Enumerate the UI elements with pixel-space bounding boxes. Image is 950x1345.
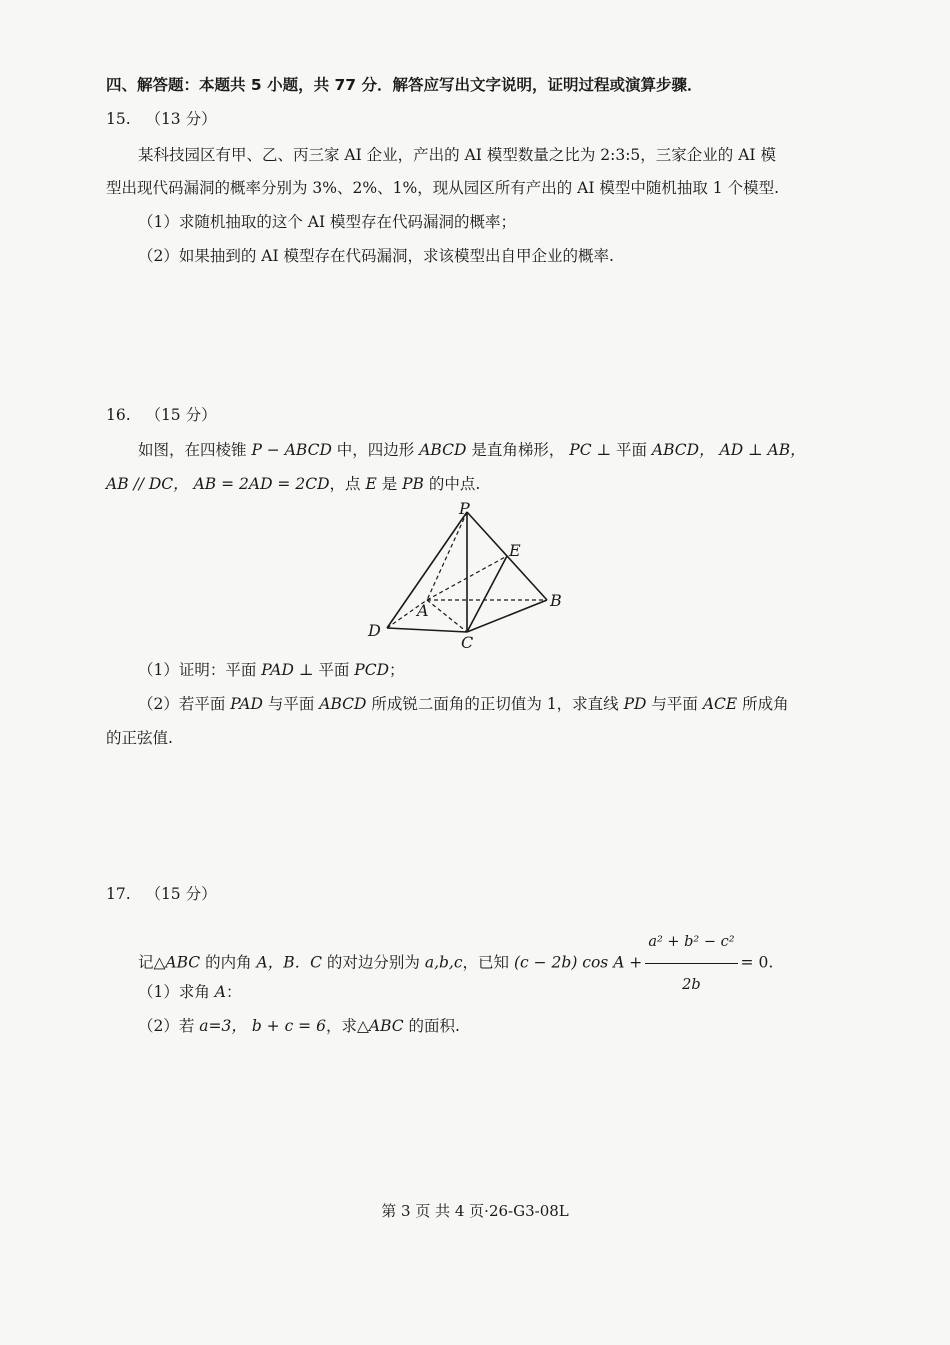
q16-text: 如图，在四棱锥 xyxy=(138,441,252,459)
q16-part2-line1 xyxy=(138,694,789,714)
q17-text: ： xyxy=(226,983,242,1001)
q16-math-pb: PB xyxy=(402,475,424,493)
q16-stem-line2 xyxy=(106,474,480,494)
q15-heading xyxy=(106,109,217,129)
pyramid-figure xyxy=(355,500,585,650)
q17-text: （2）若 xyxy=(138,1017,200,1035)
label-c: C xyxy=(461,633,474,650)
label-p: P xyxy=(459,500,470,518)
q17-math-abc: ABC xyxy=(165,953,201,972)
q17-math-equals-zero: = 0. xyxy=(740,953,774,972)
q15-score: （13 分） xyxy=(145,110,217,128)
q16-text: 是直角梯形， xyxy=(466,441,570,459)
q17-text: 的面积. xyxy=(403,1017,460,1035)
q17-heading xyxy=(106,884,217,904)
q17-part2 xyxy=(138,1016,460,1036)
q16-part2-line2: 的正弦值. xyxy=(106,729,173,747)
edge-ac-hidden xyxy=(427,600,467,632)
q16-math-conditions: AB // DC， AB = 2AD = 2CD xyxy=(106,475,330,493)
q16-math-ace: ACE xyxy=(702,695,738,713)
q16-text: 与平面 xyxy=(262,695,320,713)
q16-part1 xyxy=(138,660,405,680)
q16-text: ； xyxy=(389,661,405,679)
q16-math-abcd-ad-ab: ABCD， AD ⊥ AB， xyxy=(651,441,806,459)
q16-text: 平面 xyxy=(313,661,355,679)
label-a: A xyxy=(417,601,429,620)
fraction-numerator: a² + b² − c² xyxy=(645,922,737,964)
q15-number: 15. xyxy=(106,110,131,128)
edge-pa-hidden xyxy=(427,512,467,600)
q15-part2: （2）如果抽到的 AI 模型存在代码漏洞，求该模型出自甲企业的概率. xyxy=(138,247,614,265)
label-b: B xyxy=(550,591,562,610)
q16-math-e: E xyxy=(365,475,377,493)
q16-heading xyxy=(106,405,217,425)
q15-part1: （1）求随机抽取的这个 AI 模型存在代码漏洞的概率； xyxy=(138,213,517,231)
q17-text: （1）求角 xyxy=(138,983,215,1001)
edge-dc xyxy=(387,628,467,632)
q16-math-abcd: ABCD xyxy=(419,441,467,459)
edge-ce xyxy=(467,556,507,632)
q16-math-abcd: ABCD xyxy=(319,695,367,713)
q17-text: ，已知 xyxy=(462,953,514,972)
section-header: 四、解答题：本题共 5 小题，共 77 分．解答应写出文字说明，证明过程或演算步骤． xyxy=(106,76,703,94)
q16-math-pad: PAD xyxy=(230,695,263,713)
fraction-denominator: 2b xyxy=(682,977,701,993)
label-e: E xyxy=(509,541,521,560)
q16-score: （15 分） xyxy=(145,406,217,424)
label-d: D xyxy=(368,621,381,640)
q16-text: 是 xyxy=(376,475,403,493)
q17-text: 记△ xyxy=(138,953,166,972)
q15-stem-line1: 某科技园区有甲、乙、丙三家 AI 企业，产出的 AI 模型数量之比为 2:3:5，三家企业的 AI 模 xyxy=(138,146,776,164)
q16-text: （2）若平面 xyxy=(138,695,231,713)
q17-text: ，求△ xyxy=(325,1017,369,1035)
q16-math-pc-perp: PC ⊥ xyxy=(569,441,612,459)
q16-text: （1）证明：平面 xyxy=(138,661,262,679)
q17-math-sides: a,b,c xyxy=(424,953,463,972)
q16-text: 中，四边形 xyxy=(331,441,420,459)
edge-cb xyxy=(467,600,547,632)
q16-math-pd: PD xyxy=(623,695,647,713)
q17-score: （15 分） xyxy=(145,885,217,903)
page-footer: 第 3 页 共 4 页·26-G3-08L xyxy=(381,1202,569,1220)
q17-math-given: a=3， b + c = 6 xyxy=(199,1017,326,1035)
q17-text: 的对边分别为 xyxy=(321,953,425,972)
q16-math-pyramid: P − ABCD xyxy=(251,441,332,459)
q17-number: 17. xyxy=(106,885,131,903)
q17-math-abc: ABC xyxy=(368,1017,404,1035)
q17-math-a: A xyxy=(214,983,226,1001)
q16-text: 平面 xyxy=(611,441,652,459)
q16-stem-line1 xyxy=(138,440,806,460)
q17-text: 的内角 xyxy=(200,953,257,972)
q16-number: 16. xyxy=(106,406,131,424)
q17-fraction xyxy=(645,922,737,1005)
q17-part1 xyxy=(138,982,242,1002)
q15-stem-line2: 型出现代码漏洞的概率分别为 3%、2%、1%，现从园区所有产出的 AI 模型中随机抽取 1 个模型. xyxy=(106,179,780,197)
q16-text: 与平面 xyxy=(646,695,703,713)
q17-math-equation-left: (c − 2b) cos A + xyxy=(513,953,643,972)
q16-text: 的中点. xyxy=(423,475,481,493)
q16-text: ，点 xyxy=(329,475,366,493)
q16-text: 所成角 xyxy=(737,695,789,713)
q16-math-pcd: PCD xyxy=(354,661,390,679)
q16-text: 所成锐二面角的正切值为 1，求直线 xyxy=(366,695,624,713)
q16-math-pad-perp: PAD ⊥ xyxy=(261,661,314,679)
q17-math-angles: A，B．C xyxy=(256,953,322,972)
